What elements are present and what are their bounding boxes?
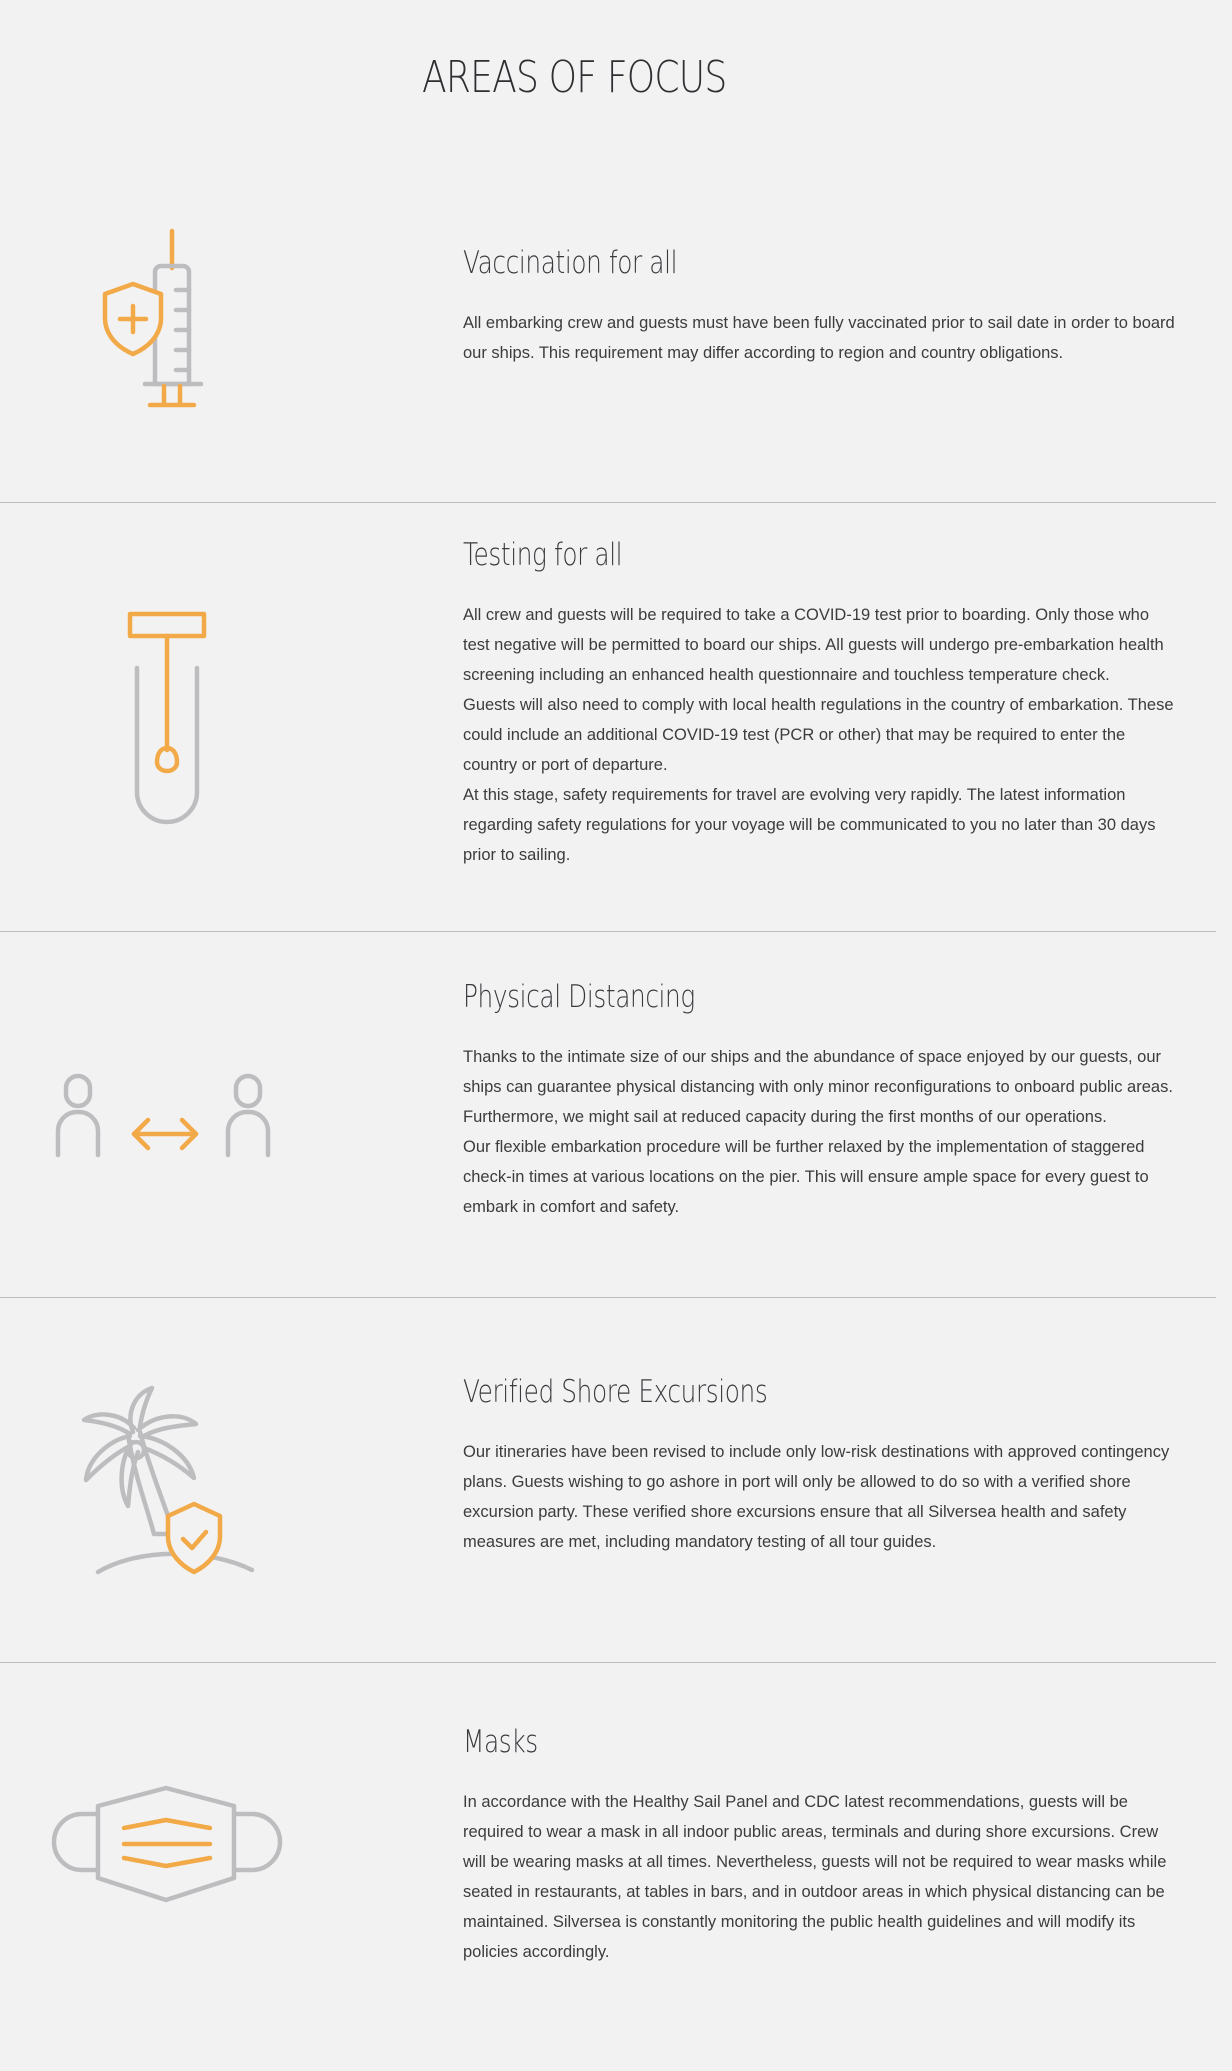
physical-distancing-icon	[52, 1070, 282, 1160]
test-tube-swab-icon	[124, 608, 210, 826]
section-body	[463, 600, 1175, 870]
section-heading: Physical Distancing	[463, 979, 695, 1015]
page-title: AREAS OF FOCUS	[422, 52, 727, 103]
section-heading: Masks	[463, 1724, 538, 1760]
section-divider	[0, 1662, 1216, 1663]
section-paragraph: Guests will also need to comply with local health regulations in the country of embarkation. These could include an additional COVID-19 test (PCR or other) that may be required to enter the country or port of departure.	[463, 696, 1174, 774]
section-body	[463, 308, 1175, 368]
section-body	[463, 1042, 1175, 1222]
section-heading: Testing for all	[463, 537, 623, 573]
section-paragraph: All embarking crew and guests must have been fully vaccinated prior to sail date in order to board our ships. This requirement may differ according to region and country obligations.	[463, 314, 1175, 362]
section-body	[463, 1437, 1175, 1557]
section-divider	[0, 502, 1216, 503]
section-paragraph: In accordance with the Healthy Sail Panel and CDC latest recommendations, guests will be required to wear a mask in all indoor public areas, terminals and during shore excursions. Crew will be wearing masks at all times. Nevertheless, guests will not be required to wear masks while seated in restaurants, at tables in bars, and in outdoor areas in which physical distancing can be maintained. Silversea is constantly monitoring the public health guidelines and will modify its policies accordingly.	[463, 1793, 1167, 1961]
section-paragraph: Our flexible embarkation procedure will be further relaxed by the implementation of staggered check-in times at various locations on the pier. This will ensure ample space for every guest to embark in comfort and safety.	[463, 1138, 1149, 1216]
palm-tree-shield-icon	[78, 1384, 256, 1580]
section-heading: Vaccination for all	[463, 245, 678, 281]
section-divider	[0, 1297, 1216, 1298]
section-paragraph: At this stage, safety requirements for travel are evolving very rapidly. The latest information regarding safety regulations for your voyage will be communicated to you no later than 30 days prior to sailing.	[463, 786, 1156, 864]
section-paragraph: All crew and guests will be required to take a COVID-19 test prior to boarding. Only those who test negative will be permitted to board our ships. All guests will undergo pre-embarkation health screening including an enhanced health questionnaire and touchless temperature check.	[463, 606, 1164, 684]
syringe-shield-icon	[95, 228, 215, 413]
section-paragraph: Thanks to the intimate size of our ships and the abundance of space enjoyed by our guests, our ships can guarantee physical distancing with only minor reconfigurations to onboard public areas. Furthermore, we might sail at reduced capacity during the first months of our operations.	[463, 1048, 1173, 1126]
section-paragraph: Our itineraries have been revised to include only low-risk destinations with approved contingency plans. Guests wishing to go ashore in port will only be allowed to do so with a verified shore excursion party. These verified shore excursions ensure that all Silversea health and safety measures are met, including mandatory testing of all tour guides.	[463, 1443, 1170, 1551]
section-body	[463, 1787, 1175, 1967]
face-mask-icon	[48, 1784, 286, 1904]
section-heading: Verified Shore Excursions	[463, 1374, 768, 1410]
section-divider	[0, 931, 1216, 932]
